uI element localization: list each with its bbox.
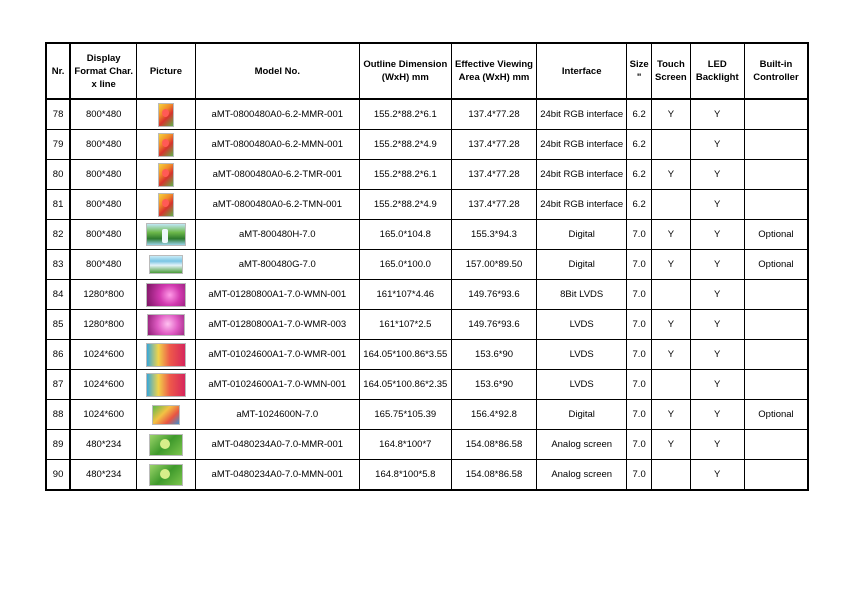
table-row	[46, 130, 808, 160]
cell-viewing-area: 154.08*86.58	[451, 430, 537, 460]
cell-size: 7.0	[627, 280, 652, 310]
cell-led: Y	[690, 250, 744, 280]
cell-model: aMT-01280800A1-7.0-WMR-003	[195, 310, 359, 340]
cell-display-format: 1280*800	[70, 310, 137, 340]
cell-picture	[137, 99, 195, 130]
cell-nr: 79	[46, 130, 70, 160]
spec-table	[45, 42, 809, 491]
cell-controller: Optional	[744, 400, 808, 430]
cell-model: aMT-800480G-7.0	[195, 250, 359, 280]
cell-touch: Y	[652, 250, 690, 280]
cell-led: Y	[690, 370, 744, 400]
header-display-format: Display Format Char. x line	[70, 43, 137, 99]
cell-viewing-area: 137.4*77.28	[451, 99, 537, 130]
cell-model: aMT-01280800A1-7.0-WMN-001	[195, 280, 359, 310]
cell-nr: 90	[46, 460, 70, 491]
cell-led: Y	[690, 310, 744, 340]
cell-viewing-area: 153.6*90	[451, 340, 537, 370]
cell-display-format: 480*234	[70, 430, 137, 460]
cell-touch: Y	[652, 430, 690, 460]
cell-nr: 89	[46, 430, 70, 460]
cell-display-format: 800*480	[70, 130, 137, 160]
cell-led: Y	[690, 99, 744, 130]
cell-controller	[744, 99, 808, 130]
small-colorful-thumbnail	[152, 405, 180, 425]
cell-outline: 164.8*100*7	[359, 430, 451, 460]
cell-controller	[744, 370, 808, 400]
cell-led: Y	[690, 400, 744, 430]
cell-nr: 83	[46, 250, 70, 280]
cell-viewing-area: 154.08*86.58	[451, 460, 537, 491]
cell-outline: 155.2*88.2*4.9	[359, 130, 451, 160]
cell-nr: 78	[46, 99, 70, 130]
cell-controller	[744, 130, 808, 160]
cell-model: aMT-800480H-7.0	[195, 220, 359, 250]
waterfall-thumbnail-2	[149, 255, 183, 274]
cell-touch: Y	[652, 310, 690, 340]
cell-controller: Optional	[744, 250, 808, 280]
cell-picture	[137, 430, 195, 460]
cell-interface: LVDS	[537, 370, 627, 400]
cell-outline: 161*107*2.5	[359, 310, 451, 340]
cell-touch: Y	[652, 160, 690, 190]
header-led: LED Backlight	[690, 43, 744, 99]
cell-outline: 165.0*100.0	[359, 250, 451, 280]
header-outline: Outline Dimension (WxH) mm	[359, 43, 451, 99]
cell-picture	[137, 220, 195, 250]
cell-interface: LVDS	[537, 340, 627, 370]
cell-model: aMT-01024600A1-7.0-WMN-001	[195, 370, 359, 400]
cell-outline: 155.2*88.2*6.1	[359, 99, 451, 130]
cell-picture	[137, 280, 195, 310]
portrait-flower-thumbnail	[158, 163, 174, 187]
cell-size: 6.2	[627, 130, 652, 160]
cell-display-format: 800*480	[70, 99, 137, 130]
cell-size: 7.0	[627, 460, 652, 491]
green-thumbnail	[149, 464, 183, 486]
cell-size: 7.0	[627, 430, 652, 460]
cell-picture	[137, 130, 195, 160]
cell-picture	[137, 310, 195, 340]
cell-picture	[137, 340, 195, 370]
cell-interface: 24bit RGB interface	[537, 190, 627, 220]
cell-controller	[744, 310, 808, 340]
cell-touch: Y	[652, 99, 690, 130]
cell-picture	[137, 460, 195, 491]
cell-interface: Analog screen	[537, 460, 627, 491]
magenta-thumbnail	[146, 283, 186, 307]
cell-nr: 81	[46, 190, 70, 220]
cell-touch	[652, 130, 690, 160]
cell-viewing-area: 157.00*89.50	[451, 250, 537, 280]
cell-size: 7.0	[627, 310, 652, 340]
cell-touch: Y	[652, 340, 690, 370]
cell-viewing-area: 149.76*93.6	[451, 280, 537, 310]
cell-led: Y	[690, 430, 744, 460]
cell-model: aMT-0480234A0-7.0-MMN-001	[195, 460, 359, 491]
cell-display-format: 800*480	[70, 190, 137, 220]
cell-outline: 164.05*100.86*2.35	[359, 370, 451, 400]
cell-nr: 85	[46, 310, 70, 340]
cell-interface: 24bit RGB interface	[537, 130, 627, 160]
cell-display-format: 1024*600	[70, 340, 137, 370]
table-row	[46, 220, 808, 250]
cell-nr: 88	[46, 400, 70, 430]
cell-outline: 164.8*100*5.8	[359, 460, 451, 491]
portrait-flower-thumbnail	[158, 133, 174, 157]
cell-nr: 87	[46, 370, 70, 400]
header-viewing-area: Effective Viewing Area (WxH) mm	[451, 43, 537, 99]
cell-picture	[137, 190, 195, 220]
cell-viewing-area: 153.6*90	[451, 370, 537, 400]
header-nr: Nr.	[46, 43, 70, 99]
cell-size: 7.0	[627, 340, 652, 370]
cell-model: aMT-1024600N-7.0	[195, 400, 359, 430]
cell-led: Y	[690, 460, 744, 491]
cell-outline: 155.2*88.2*6.1	[359, 160, 451, 190]
cell-nr: 80	[46, 160, 70, 190]
cell-controller	[744, 190, 808, 220]
cell-viewing-area: 149.76*93.6	[451, 310, 537, 340]
table-row	[46, 370, 808, 400]
cell-outline: 165.75*105.39	[359, 400, 451, 430]
cell-size: 7.0	[627, 400, 652, 430]
cell-viewing-area: 155.3*94.3	[451, 220, 537, 250]
cell-size: 7.0	[627, 220, 652, 250]
header-interface: Interface	[537, 43, 627, 99]
header-size: Size "	[627, 43, 652, 99]
cell-touch	[652, 280, 690, 310]
cell-display-format: 800*480	[70, 250, 137, 280]
cell-interface: Digital	[537, 400, 627, 430]
cell-size: 6.2	[627, 99, 652, 130]
cell-interface: 24bit RGB interface	[537, 99, 627, 130]
cell-size: 6.2	[627, 190, 652, 220]
table-row	[46, 99, 808, 130]
portrait-flower-thumbnail	[158, 103, 174, 127]
cell-controller	[744, 460, 808, 491]
cell-model: aMT-01024600A1-7.0-WMR-001	[195, 340, 359, 370]
cell-display-format: 1024*600	[70, 400, 137, 430]
cell-controller	[744, 340, 808, 370]
cell-led: Y	[690, 280, 744, 310]
cell-viewing-area: 137.4*77.28	[451, 160, 537, 190]
cell-nr: 82	[46, 220, 70, 250]
cell-picture	[137, 160, 195, 190]
table-row	[46, 460, 808, 491]
cell-model: aMT-0800480A0-6.2-TMR-001	[195, 160, 359, 190]
magenta-thumbnail-2	[147, 314, 185, 336]
cell-interface: Digital	[537, 220, 627, 250]
cell-model: aMT-0800480A0-6.2-MMN-001	[195, 130, 359, 160]
cell-nr: 86	[46, 340, 70, 370]
cell-led: Y	[690, 160, 744, 190]
cell-viewing-area: 156.4*92.8	[451, 400, 537, 430]
cell-model: aMT-0480234A0-7.0-MMR-001	[195, 430, 359, 460]
cell-outline: 161*107*4.46	[359, 280, 451, 310]
cell-controller: Optional	[744, 220, 808, 250]
cell-viewing-area: 137.4*77.28	[451, 190, 537, 220]
cell-led: Y	[690, 130, 744, 160]
header-row	[46, 43, 808, 99]
cell-size: 6.2	[627, 160, 652, 190]
table-row	[46, 430, 808, 460]
table-body	[46, 99, 808, 490]
cell-outline: 165.0*104.8	[359, 220, 451, 250]
table-row	[46, 160, 808, 190]
header-picture: Picture	[137, 43, 195, 99]
cell-picture	[137, 250, 195, 280]
cell-interface: 24bit RGB interface	[537, 160, 627, 190]
cell-touch	[652, 370, 690, 400]
cell-outline: 155.2*88.2*4.9	[359, 190, 451, 220]
cell-picture	[137, 370, 195, 400]
cell-controller	[744, 160, 808, 190]
table-row	[46, 400, 808, 430]
cell-model: aMT-0800480A0-6.2-MMR-001	[195, 99, 359, 130]
waterfall-thumbnail	[146, 223, 186, 246]
cell-controller	[744, 430, 808, 460]
green-thumbnail	[149, 434, 183, 456]
header-model: Model No.	[195, 43, 359, 99]
table-row	[46, 190, 808, 220]
table-row	[46, 280, 808, 310]
cell-touch	[652, 460, 690, 491]
cell-display-format: 1024*600	[70, 370, 137, 400]
cell-interface: 8Bit LVDS	[537, 280, 627, 310]
colorful-thumbnail	[146, 373, 186, 397]
cell-viewing-area: 137.4*77.28	[451, 130, 537, 160]
cell-led: Y	[690, 190, 744, 220]
cell-led: Y	[690, 220, 744, 250]
cell-size: 7.0	[627, 250, 652, 280]
cell-display-format: 480*234	[70, 460, 137, 491]
cell-display-format: 800*480	[70, 220, 137, 250]
cell-model: aMT-0800480A0-6.2-TMN-001	[195, 190, 359, 220]
table-row	[46, 340, 808, 370]
cell-touch	[652, 190, 690, 220]
cell-led: Y	[690, 340, 744, 370]
colorful-thumbnail	[146, 343, 186, 367]
cell-display-format: 1280*800	[70, 280, 137, 310]
cell-size: 7.0	[627, 370, 652, 400]
cell-picture	[137, 400, 195, 430]
cell-interface: Digital	[537, 250, 627, 280]
cell-controller	[744, 280, 808, 310]
header-controller: Built-in Controller	[744, 43, 808, 99]
cell-interface: LVDS	[537, 310, 627, 340]
cell-outline: 164.05*100.86*3.55	[359, 340, 451, 370]
table-row	[46, 250, 808, 280]
cell-display-format: 800*480	[70, 160, 137, 190]
table-row	[46, 310, 808, 340]
cell-touch: Y	[652, 220, 690, 250]
cell-touch: Y	[652, 400, 690, 430]
cell-nr: 84	[46, 280, 70, 310]
header-touch: Touch Screen	[652, 43, 690, 99]
portrait-flower-thumbnail	[158, 193, 174, 217]
cell-interface: Analog screen	[537, 430, 627, 460]
